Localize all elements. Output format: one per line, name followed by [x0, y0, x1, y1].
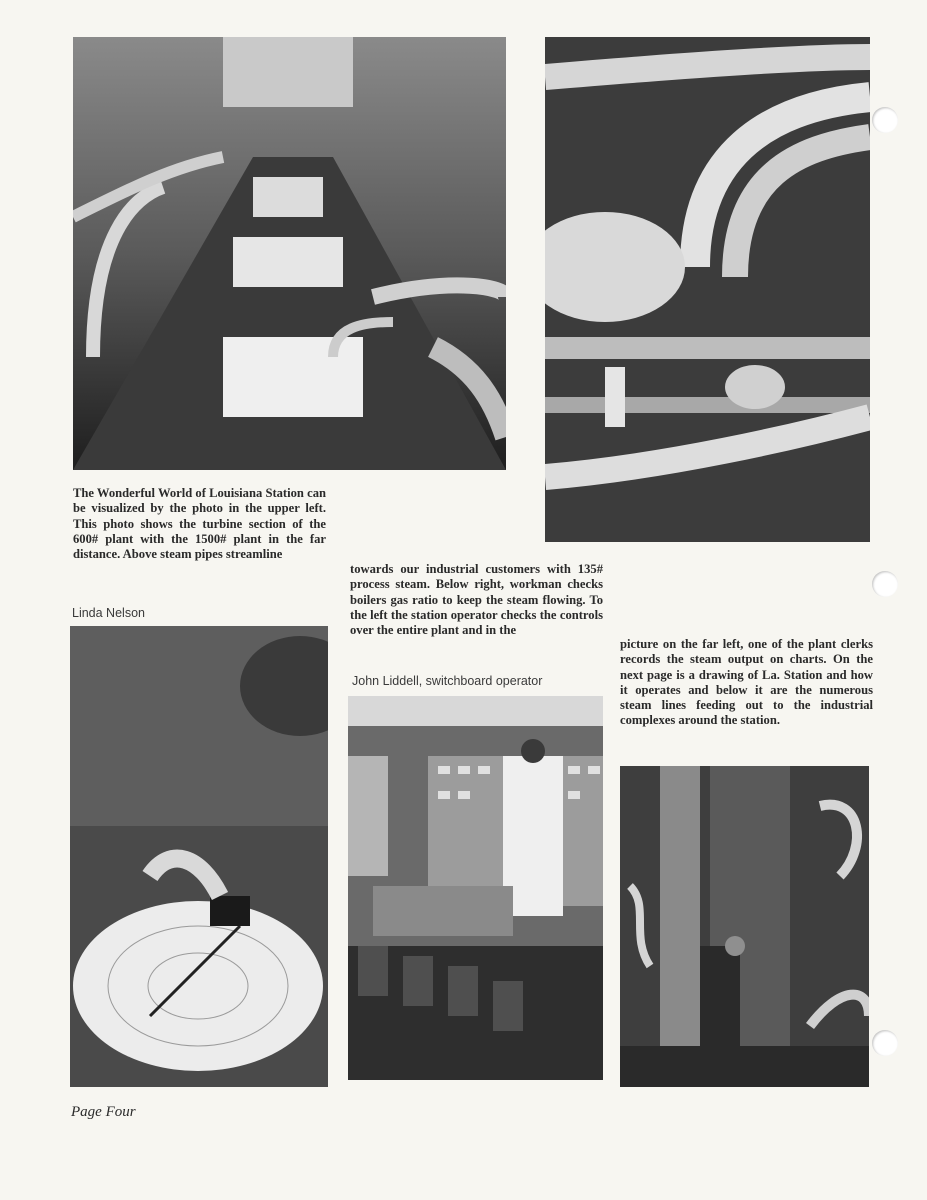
credit-linda-nelson: Linda Nelson — [72, 606, 145, 620]
page-number: Page Four — [71, 1104, 136, 1120]
caption-left: The Wonderful World of Louisiana Station can be visualized by the photo in the upper left. This photo shows the turbine section of the 600# plant with the 1500# plant in the far distance. Above steam pipes streamline — [73, 486, 326, 562]
punch-hole-top — [872, 107, 898, 133]
punch-hole-middle — [872, 571, 898, 597]
caption-middle: towards our industrial customers with 135# process steam. Below right, workman checks boilers gas ratio to keep the steam flowing. To the left the station operator checks the controls over the entire plant and in the — [350, 562, 603, 638]
turbine-hall-photo — [73, 37, 506, 470]
credit-john-liddell: John Liddell, switchboard operator — [352, 674, 543, 688]
boiler-workman-photo — [620, 766, 869, 1087]
punch-hole-bottom — [872, 1030, 898, 1056]
chart-recorder-photo — [70, 626, 328, 1087]
switchboard-photo — [348, 696, 603, 1080]
caption-right: picture on the far left, one of the plant clerks records the steam output on charts. On the next page is a drawing of La. Station and how it operates and below it are the numerous steam lines feeding out to the industrial complexes around the station. — [620, 637, 873, 728]
steam-pipes-photo — [545, 37, 870, 542]
